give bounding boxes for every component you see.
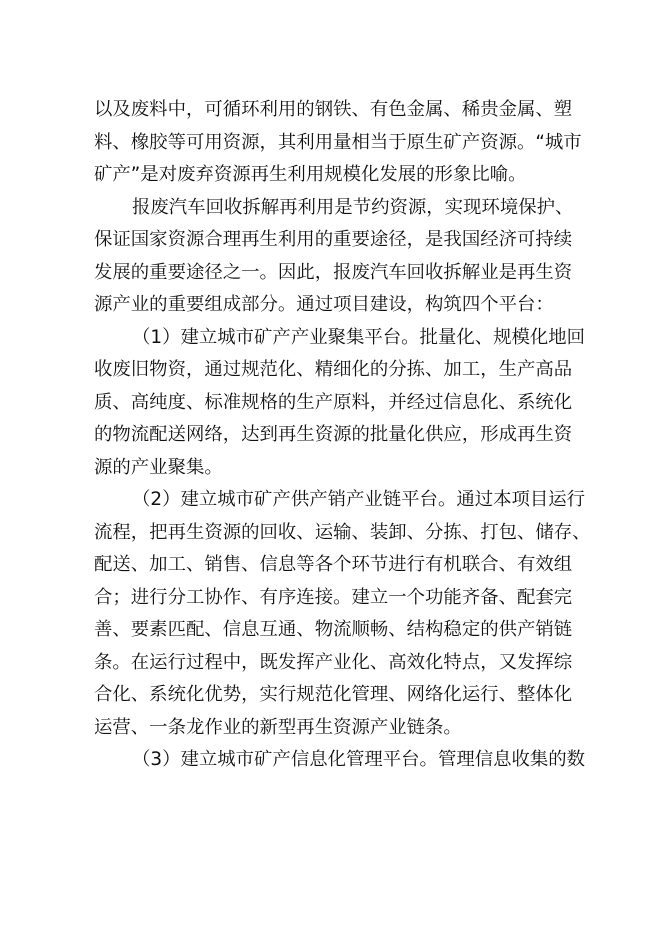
text-line: 质、高纯度、标准规格的生产原料，并经过信息化、系统化 — [94, 391, 573, 413]
text-line: 合化、系统化优势，实行规范化管理、网络化运行、整体化 — [94, 684, 573, 705]
text-line: 合；进行分工协作、有序连接。建立一个功能齐备、配套完 — [94, 586, 573, 608]
paragraph-start-line: 报废汽车回收拆解再利用是节约资源，实现环境保护、 — [132, 196, 574, 218]
paragraph-start-line: （2）建立城市矿产供产销产业链平台。通过本项目运行 — [132, 489, 586, 510]
text-line: 矿产”是对废弃资源再生利用规模化发展的形象比喻。 — [94, 164, 527, 185]
text-line: 收废旧物资，通过规范化、精细化的分拣、加工，生产高品 — [94, 359, 573, 380]
text-line: 料、橡胶等可用资源，其利用量相当于原生矿产资源。“城市 — [94, 131, 582, 153]
text-line: 条。在运行过程中，既发挥产业化、高效化特点，又发挥综 — [94, 651, 573, 673]
text-line: 保证国家资源合理再生利用的重要途径，是我国经济可持续 — [94, 229, 573, 250]
text-line: 源产业的重要组成部分。通过项目建设，构筑四个平台： — [94, 294, 554, 315]
text-line: 运营、一条龙作业的新型再生资源产业链条。 — [94, 716, 462, 738]
text-line: 源的产业聚集。 — [94, 456, 223, 478]
body-text — [94, 94, 591, 777]
text-line: 的物流配送网络，达到再生资源的批量化供应，形成再生资 — [94, 424, 573, 445]
text-line: 发展的重要途径之一。因此，报废汽车回收拆解业是再生资 — [94, 261, 573, 283]
text-line: 流程，把再生资源的回收、运输、装卸、分拣、打包、储存、 — [94, 521, 591, 543]
paragraph-start-line: （1）建立城市矿产产业聚集平台。批量化、规模化地回 — [132, 326, 586, 348]
paragraph-start-line: （3）建立城市矿产信息化管理平台。管理信息收集的数 — [132, 749, 586, 770]
text-line: 配送、加工、销售、信息等各个环节进行有机联合、有效组 — [94, 554, 573, 575]
text-line: 以及废料中，可循环利用的钢铁、有色金属、稀贵金属、塑 — [94, 99, 573, 120]
text-line: 善、要素匹配、信息互通、物流顺畅、结构稳定的供产销链 — [94, 619, 573, 640]
